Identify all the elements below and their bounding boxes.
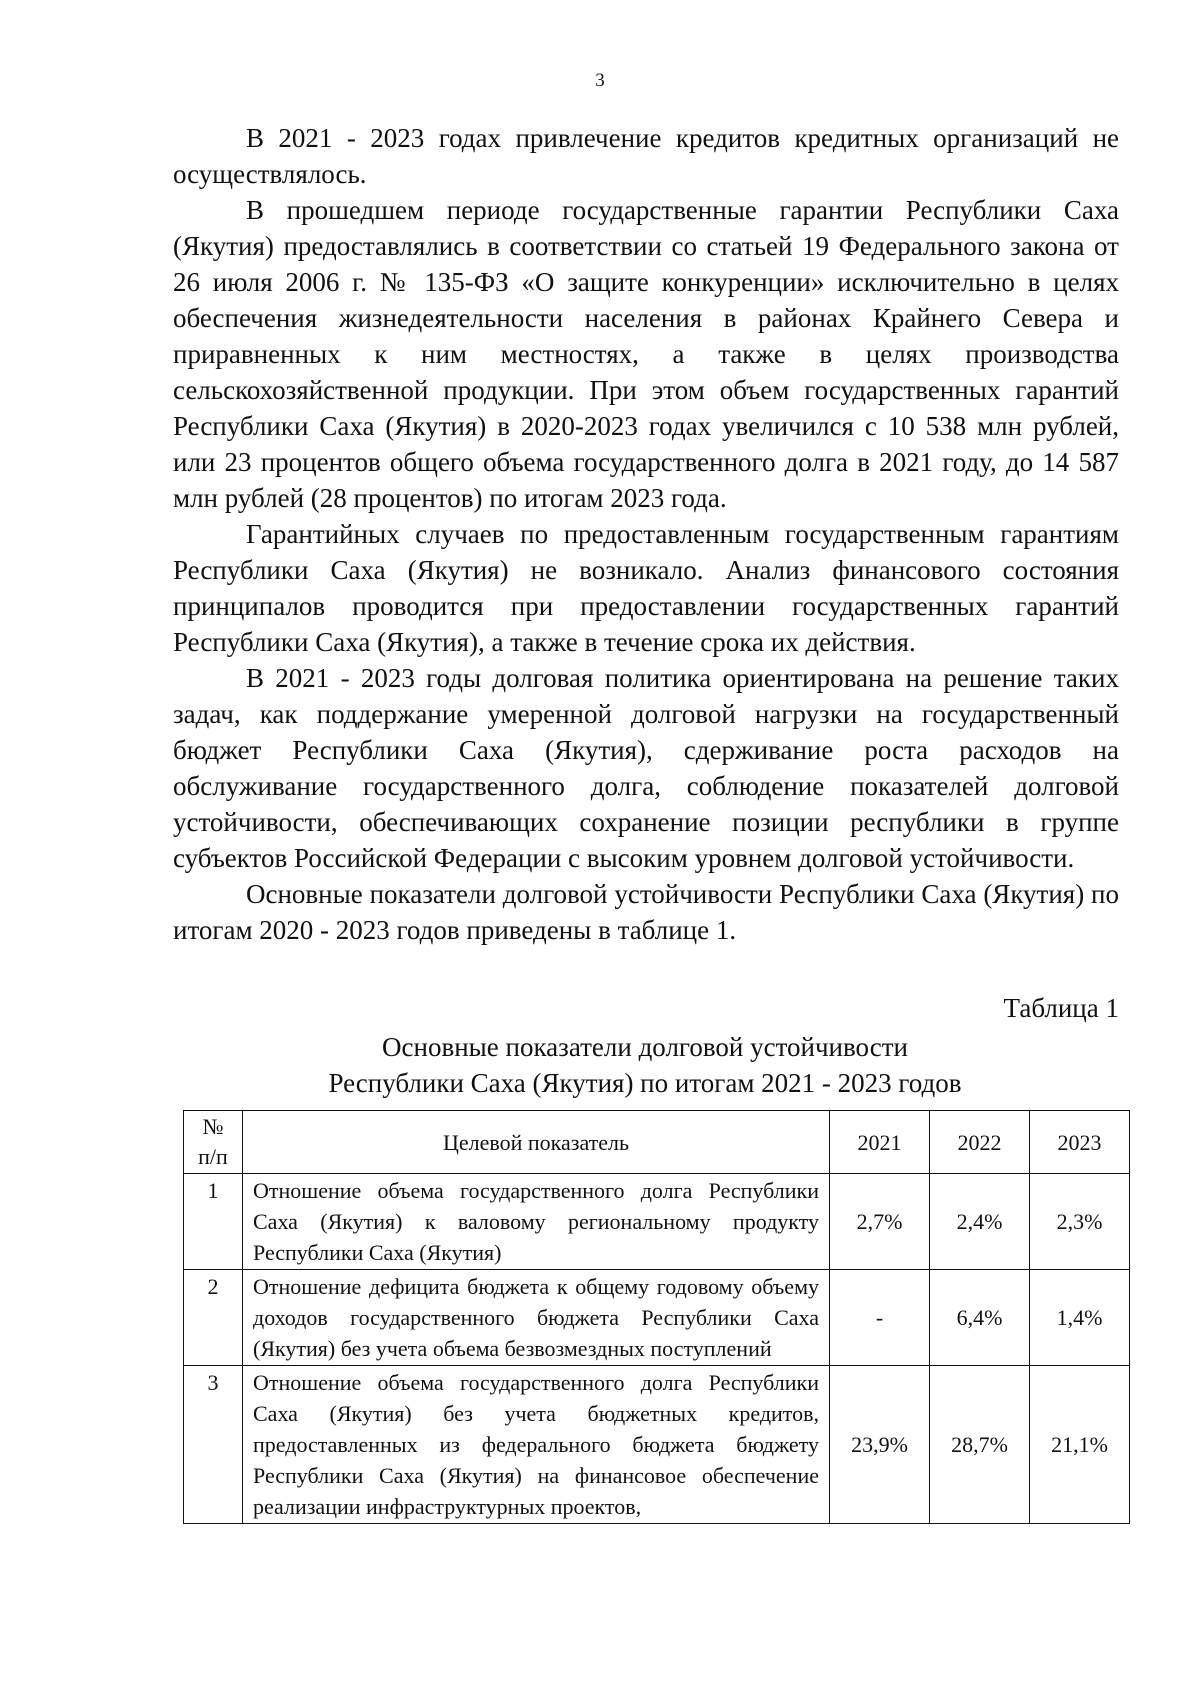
body-text: [173, 120, 1119, 948]
paragraph: Гарантийных случаев по предоставленным государственным гарантиям Республики Саха (Якутия) не возникало. Анализ финансового состояния принципалов проводится при предоставлении государственных гарантий Республики Саха (Якутия), а также в течение срока их действия.: [173, 519, 1119, 657]
page-number: 3: [595, 70, 605, 91]
row-num: 2: [184, 1270, 243, 1366]
row-indicator: Отношение объема государственного долга Республики Саха (Якутия) без учета бюджетных кредитов, предоставленных из федерального бюджета бюджету Республики Саха (Якутия) на финансовое обеспечение реализации инфраструктурных проектов,: [243, 1366, 830, 1524]
table-header-row: [184, 1111, 1130, 1174]
header-num-line: п/п: [198, 1144, 228, 1169]
header-year-2021: 2021: [830, 1111, 930, 1174]
table-row: [184, 1270, 1130, 1366]
row-indicator: Отношение дефицита бюджета к общему годовому объему доходов государственного бюджета Республики Саха (Якутия) без учета объема безвозмездных поступлений: [243, 1270, 830, 1366]
paragraph: В прошедшем периоде государственные гарантии Республики Саха (Якутия) предоставлялись в соответствии со статьей 19 Федерального закона от 26 июля 2006 г. № 135-ФЗ «О защите конкуренции» исключительно в целях обеспечения жизнедеятельности населения в районах Крайнего Севера и приравненных к ним местностях, а также в целях производства сельскохозяйственной продукции. При этом объем государственных гарантий Республики Саха (Якутия) в 2020-2023 годах увеличился с 10 538 млн рублей, или 23 процентов общего объема государственного долга в 2021 году, до 14 587 млн рублей (28 процентов) по итогам 2023 года.: [173, 195, 1119, 513]
paragraph: В 2021 - 2023 годы долговая политика ориентирована на решение таких задач, как поддержание умеренной долговой нагрузки на государственный бюджет Республики Саха (Якутия), сдерживание роста расходов на обслуживание государственного долга, соблюдение показателей долговой устойчивости, обеспечивающих сохранение позиции республики в группе субъектов Российской Федерации с высоким уровнем долговой устойчивости.: [173, 663, 1119, 873]
row-value-2023: 1,4%: [1030, 1270, 1130, 1366]
header-indicator: Целевой показатель: [243, 1111, 830, 1174]
header-num-line: №: [202, 1114, 224, 1139]
row-value-2022: 2,4%: [930, 1174, 1030, 1270]
row-value-2021: 23,9%: [830, 1366, 930, 1524]
table-title: [0, 1029, 1200, 1101]
table-row: [184, 1174, 1130, 1270]
table-row: [184, 1366, 1130, 1524]
table-title-line: Республики Саха (Якутия) по итогам 2021 - 2023 годов: [328, 1068, 962, 1098]
row-value-2022: 6,4%: [930, 1270, 1030, 1366]
header-year-2023: 2023: [1030, 1111, 1130, 1174]
row-indicator: Отношение объема государственного долга Республики Саха (Якутия) к валовому региональному продукту Республики Саха (Якутия): [243, 1174, 830, 1270]
paragraph: Основные показатели долговой устойчивости Республики Саха (Якутия) по итогам 2020 - 2023 годов приведены в таблице 1.: [173, 879, 1119, 945]
indicators-table: [183, 1110, 1130, 1524]
row-value-2023: 2,3%: [1030, 1174, 1130, 1270]
header-num: [184, 1111, 243, 1174]
row-num: 1: [184, 1174, 243, 1270]
header-year-2022: 2022: [930, 1111, 1030, 1174]
row-num: 3: [184, 1366, 243, 1524]
row-value-2023: 21,1%: [1030, 1366, 1130, 1524]
table-title-line: Основные показатели долговой устойчивости: [382, 1032, 908, 1062]
table-label: Таблица 1: [1003, 993, 1119, 1023]
row-value-2022: 28,7%: [930, 1366, 1030, 1524]
row-value-2021: -: [830, 1270, 930, 1366]
paragraph: В 2021 - 2023 годах привлечение кредитов кредитных организаций не осуществлялось.: [173, 123, 1119, 189]
row-value-2021: 2,7%: [830, 1174, 930, 1270]
